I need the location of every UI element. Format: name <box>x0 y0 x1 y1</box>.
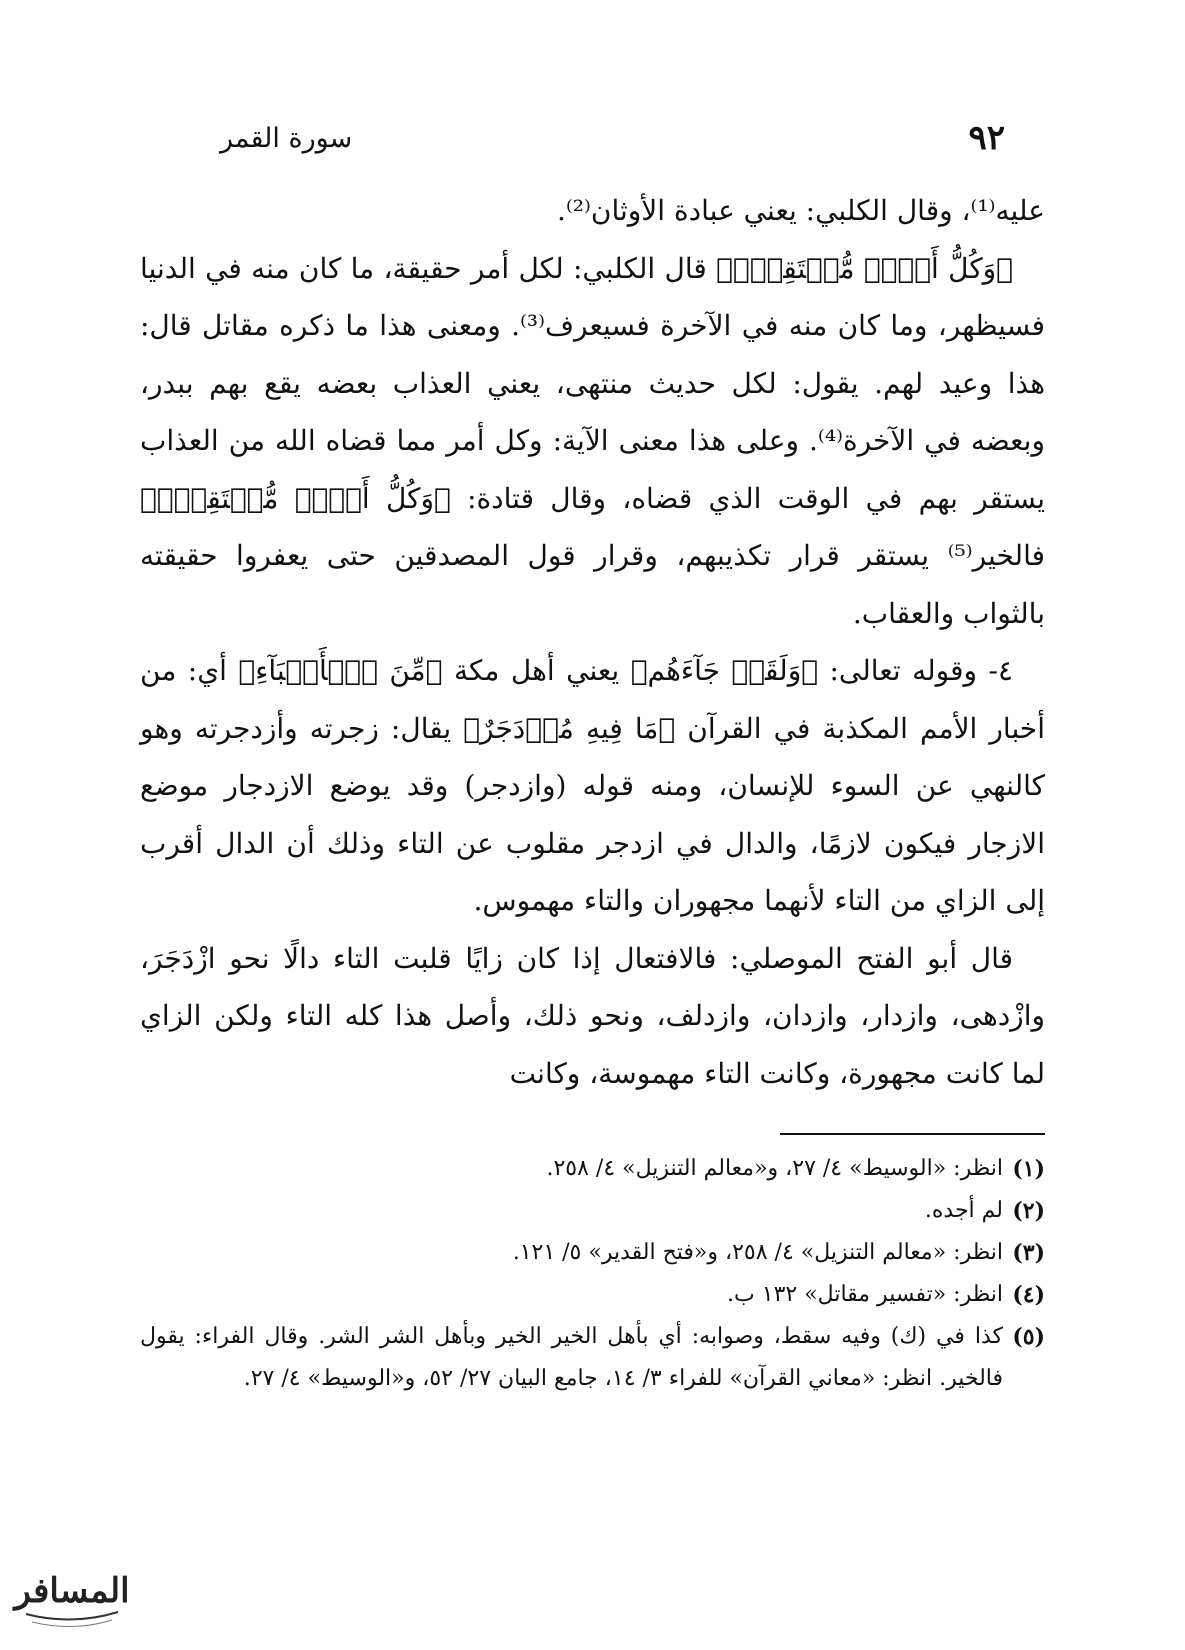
body-text <box>140 182 1045 1102</box>
footnote-number: (٤) <box>1012 1282 1045 1308</box>
footnote-text: انظر: «الوسيط» ٤/ ٢٧، و«معالم التنزيل» ٤/ ٢٥٨. <box>546 1156 1003 1181</box>
footnote-text: انظر: «معالم التنزيل» ٤/ ٢٥٨، و«فتح القدير» ٥/ ١٢١. <box>512 1240 1003 1265</box>
page-number: ٩٢ <box>968 118 1005 158</box>
footnote <box>140 1274 1045 1316</box>
calligraphy-logo-icon <box>12 1552 130 1638</box>
footnote-divider <box>780 1133 1045 1135</box>
surah-title: سورة القمر <box>220 122 353 154</box>
footnote-number: (١) <box>1012 1156 1045 1182</box>
footnote <box>140 1148 1045 1190</box>
body-paragraph: قال أبو الفتح الموصلي: فالافتعال إذا كان زايًا قلبت التاء دالًا نحو ازْدَجَرَ، وازْدهى، وازدار، وازدان، وازدلف، ونحو ذلك، وأصل هذا كله التاء ولكن الزاي لما كانت مجهورة، وكانت التاء مهموسة، وكانت <box>140 941 1045 1090</box>
footnote-text: كذا في (ك) وفيه سقط، وصوابه: أي بأهل الخير الخير وبأهل الشر الشر. وقال الفراء: يقول فالخير. انظر: «معاني القرآن» للفراء ٣/ ١٤، جامع البيان ٢٧/ ٥٢، و«الوسيط» ٤/ ٢٧. <box>140 1324 1003 1391</box>
footnote-number: (٣) <box>1012 1240 1045 1266</box>
footnote-number: (٢) <box>1012 1198 1045 1224</box>
footnotes <box>140 1148 1045 1400</box>
body-paragraph: ٤- وقوله تعالى: ﴿وَلَقَدۡ جَآءَهُم﴾ يعني أهل مكة ﴿مِّنَ ٱلۡأَنۢبَآءِ﴾ أي: من أخبار الأمم المكذبة في القرآن ﴿مَا فِيهِ مُزۡدَجَرٌ﴾ يقال: زجرته وأزدجرته وهو كالنهي عن السوء للإنسان، ومنه قوله (وازدجر) وقد يوضع الازدجار موضع الازجار فيكون لازمًا، والدال في ازدجر مقلوب عن التاء وذلك أن الدال أقرب إلى الزاي من التاء لأنهما مجهوران والتاء مهموس. <box>140 654 1045 917</box>
footnote-number: (٥) <box>1012 1324 1045 1350</box>
logo-text: المسافر <box>14 1571 130 1611</box>
footnote-text: انظر: «تفسير مقاتل» ١٣٢ ب. <box>727 1282 1003 1307</box>
body-paragraph: ﴿وَكُلُّ أَمۡرٖ مُّسۡتَقِرّٞ﴾ قال الكلبي: لكل أمر حقيقة، ما كان منه في الدنيا فسيظهر، وما كان منه في الآخرة فسيعرف⁽³⁾. ومعنى هذا ما ذكره مقاتل قال: هذا وعيد لهم. يقول: لكل حديث منتهى، يعني العذاب بعضه يقع بهم ببدر، وبعضه في الآخرة⁽⁴⁾. وعلى هذا معنى الآية: وكل أمر مما قضاه الله من العذاب يستقر بهم في الوقت الذي قضاه، وقال قتادة: ﴿وَكُلُّ أَمۡرٖ مُّسۡتَقِرّٞ﴾ فالخير⁽⁵⁾ يستقر قرار تكذيبهم، وقرار قول المصدقين حتى يعفروا حقيقته بالثواب والعقاب. <box>140 251 1045 630</box>
footnote-text: لم أجده. <box>924 1198 1003 1223</box>
running-header <box>220 118 1005 158</box>
footnote <box>140 1316 1045 1400</box>
footnote <box>140 1232 1045 1274</box>
body-paragraph: عليه⁽¹⁾، وقال الكلبي: يعني عبادة الأوثان⁽²⁾. <box>557 194 1045 227</box>
footnote <box>140 1190 1045 1232</box>
